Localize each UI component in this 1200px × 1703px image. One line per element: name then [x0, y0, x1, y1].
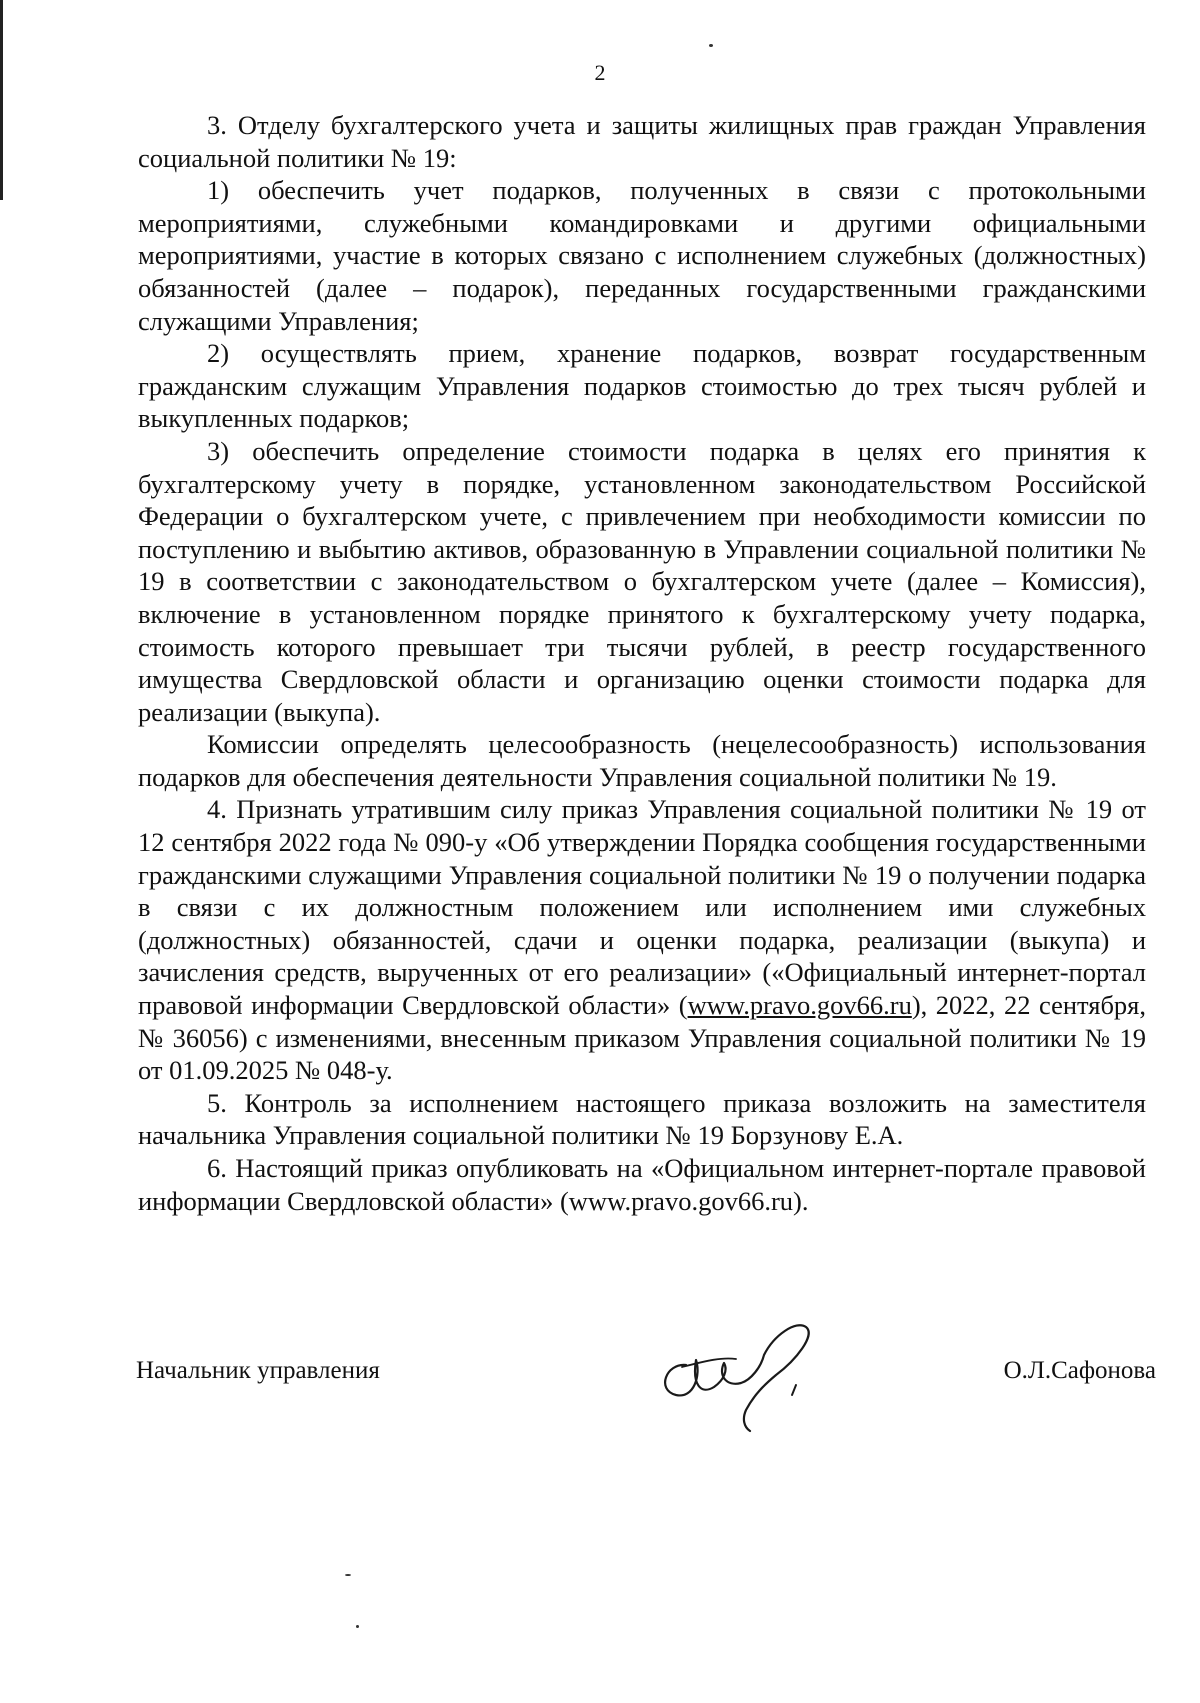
paragraph-4-text-end: ), 2022, 22 сентября, № 36056) с изменениями, внесенным приказом Управления социальной политики № 19 от 01.09.2025 № 048-у. — [138, 990, 1146, 1086]
paragraph-6: 6. Настоящий приказ опубликовать на «Официальном интернет-портале правовой информации Свердловской области» (www.pravo.gov66.ru). — [138, 1153, 1146, 1216]
page-number: 2 — [594, 60, 606, 85]
paragraph-4 — [138, 793, 1146, 1086]
paragraph-3-intro: 3. Отделу бухгалтерского учета и защиты жилищных прав граждан Управления социальной политики № 19: — [138, 110, 1146, 173]
paragraph-3-item-3: 3) обеспечить определение стоимости подарка в целях его принятия к бухгалтерскому учету в порядке, установленном законодательством Российской Федерации о бухгалтерском учете, с привлечением при необходимости комиссии по поступлению и выбытию активов, образованную в Управлении социальной политики № 19 в соответствии с законодательством о бухгалтерском учете (далее – Комиссия), включение в установленном порядке принятого к бухгалтерскому учету подарка, стоимость которого превышает три тысячи рублей, в реестр государственного имущества Свердловской области и организацию оценки стоимости подарка для реализации (выкупа). — [138, 435, 1146, 727]
scan-edge-mark — [0, 0, 3, 200]
signature-block — [136, 1345, 1156, 1425]
handwritten-signature — [646, 1315, 836, 1435]
signatory-position: Начальник управления — [136, 1357, 380, 1384]
paragraph-3-item-1: 1) обеспечить учет подарков, полученных в связи с протокольными мероприятиями, служебными командировками и другими официальными мероприятиями, участие в которых связано с исполнением служебных (должностных) обязанностей (далее – подарок), переданных государственными гражданскими служащими Управления; — [138, 175, 1146, 336]
scan-speck — [356, 1625, 359, 1628]
paragraph-5: 5. Контроль за исполнением настоящего приказа возложить на заместителя начальника Управления социальной политики № 19 Борзунову Е.А. — [138, 1087, 1146, 1151]
signatory-name: О.Л.Сафонова — [1003, 1357, 1156, 1384]
paragraph-3-item-2: 2) осуществлять прием, хранение подарков, возврат государственным гражданским служащим Управления подарков стоимостью до трех тысяч рублей и выкупленных подарков; — [138, 338, 1146, 434]
paragraph-4-portal-link[interactable]: www.pravo.gov66.ru — [687, 990, 912, 1021]
paragraph-4-text-start: 4. Признать утратившим силу приказ Управления социальной политики № 19 от 12 сентября 2022 года № 090-у «Об утверждении Порядка сообщения государственными гражданскими служащими Управления социальной политики № 19 о получении подарка в связи с их должностным положением или исполнением ими служебных (должностных) обязанностей, сдачи и оценки подарка, реализации (выкупа) и зачисления средств, вырученных от его реализации» («Официальный интернет-портал правовой информации Свердловской области» ( — [138, 794, 1146, 1021]
document-body — [138, 109, 1146, 1217]
scan-speck — [709, 44, 713, 47]
paragraph-3-commission: Комиссии определять целесообразность (нецелесообразность) использования подарков для обеспечения деятельности Управления социальной политики № 19. — [138, 729, 1146, 792]
scan-speck — [345, 1574, 351, 1576]
